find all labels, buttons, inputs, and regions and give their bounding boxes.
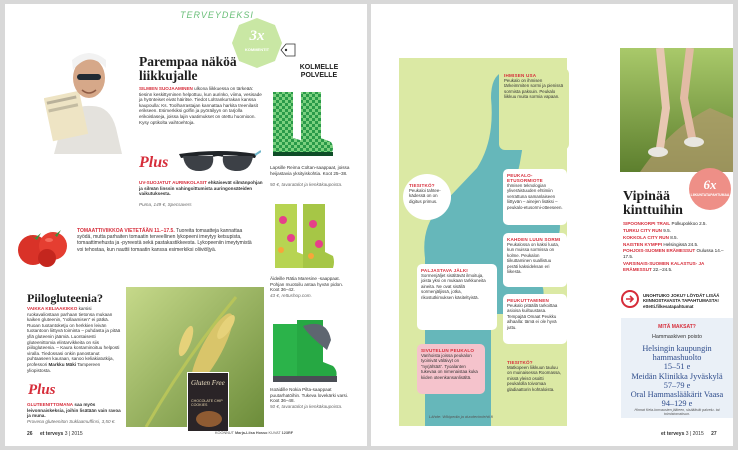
intro-text — [139, 86, 263, 125]
gluten-name: Markku Mäki — [48, 361, 77, 367]
promo-text — [643, 293, 731, 309]
event-name: VARSINAIS-SUOMEN KALASTUS- JA ERÄMESSUT — [623, 261, 705, 272]
plus-label-2: Plus — [28, 382, 56, 398]
footer-credits — [215, 431, 293, 435]
event-name: SIPOONKORPI TRAIL — [623, 221, 671, 226]
boot-green-checkered — [267, 88, 335, 160]
event-detail: Polkupokkoo 2.5. — [671, 221, 707, 226]
promo-line1: UNOHTUIKO JOKU? LÖYDÄT LISÄÄ KIINNOSTAVASTA TAPAHTUMASTA! — [643, 293, 720, 304]
boot3-credit: 50 €, tavaratalot ja kenkäkaupoista. — [270, 404, 343, 409]
page-number-left: 26 — [27, 431, 33, 437]
tag-icon — [279, 42, 297, 58]
plus1-credit: Puma, 149 €, Specsavers — [139, 202, 192, 207]
dental-line: hammashuolto — [652, 353, 702, 363]
bubble5-title: PALJASTAVA JÄLKI — [421, 268, 468, 273]
gluten-title: Piilogluteenia? — [27, 291, 103, 305]
bubble3-text: Ihmisen teknologian yliveräistuuden ehtimiin verrattuna samanlaiseen liittyvän – ainejen lisäksi – peukalo-etusormi-otteeseen. — [507, 183, 563, 210]
thumb-source: Lähde: Wikipedia ja duodecimlehti.fi — [429, 414, 493, 419]
bubble6-title: PEUKUTTAMINEN — [507, 298, 550, 303]
plus2-lead: GLUTEENITTOMANA — [27, 402, 74, 407]
runner-photo — [620, 48, 733, 172]
thumb-bubble-6 — [503, 294, 567, 344]
tomato-body: Tuoreita tomaatteja kannattaa syödä, mutta parhaiten tomaatin terveellinen lykopeeni imeytyy ketsupista, tomaattimehusta ja -pyreestä sekä pastakastikkeesta. Lykopeeniin imeytymistä voi tehostaa, kun nauttii tomaatin kanssa esimerkiksi oliiviöljyä. — [77, 228, 252, 253]
bubble8-title: TIESITKÖ? — [507, 360, 533, 365]
event-item — [623, 261, 731, 273]
bubble5-text: Sormenjäljet sisältävät ilmoituja, joista yksi on mukaan tarkkuneita aineita. Ne ovat sisällä sormenjäljissä, jotka, rikostutkimuksen käsiteltyistä. — [421, 273, 486, 300]
footer-issue-left: 3 | 2015 — [64, 431, 83, 437]
dental-line: Helsingin kaupungin — [642, 344, 712, 353]
event-name: TURKU CITY RUN — [623, 228, 662, 233]
thumb-bubble-5 — [417, 264, 497, 330]
event-detail: 9.5. — [663, 228, 671, 233]
gluten-lead: VAIKKA KELIAAKIKKO — [27, 306, 78, 311]
bubble7-title: SIVUTELUN PEUKALO — [421, 348, 475, 353]
bubble2-title: TIESITKÖ? — [409, 183, 435, 188]
boots-title: KOLMELLE POLVELLE — [299, 64, 339, 79]
footer-right — [661, 431, 717, 437]
dental-note: Hinnat Kela-korvausten jälkeen, sisältävät palvelu- tai toimistomaksun. — [634, 408, 720, 417]
bubble8-text: Matkopeen liikkuun tauluu on muinaisessa Roomassa, missä yleisö osoitti peukalolla toivomaa gladiaattorin kohtaloista. — [507, 365, 561, 392]
boot1-desc: Lapsille Reima Coltan-saappaat, joissa heijastavia yksityiskohtia. Koot 25–38. — [270, 165, 350, 176]
event-name: KOKKOLA CITY RUN — [623, 235, 669, 240]
gluten-text — [27, 306, 123, 373]
event-list — [623, 220, 731, 273]
dental-line: Oral Hammaslääkärit Vaasa — [630, 390, 724, 400]
badge-6x — [689, 168, 731, 210]
footer-left — [27, 431, 83, 437]
boot2-desc: Äideille Rätia Maresine -saappaat. Pohjan muotoilu antaa hyvän pidon. Koot 36–42. — [270, 276, 344, 293]
photo-label: KUVAT — [268, 431, 281, 435]
bubble4-text: Peukalossa on kaksi luuta, kun muissa sormissa on kolme. Peukalon tiikuttaminen suallistuu peräti kaksideksan eri liikesta. — [507, 242, 559, 275]
plus1-text — [139, 180, 263, 197]
bubble1-text: Peukalo on ihmisen tärkeimmiten sormi ja pienissä sormista paksuin. Peukalo liikkuu muita sormia vapaan. — [504, 78, 564, 100]
bubble3-title: PEUKALO-ETUSORMIOTE — [507, 173, 543, 183]
dental-price: 94–129 e — [661, 399, 693, 409]
event-item — [623, 241, 731, 248]
event-item — [623, 234, 731, 241]
dental-question: MITÄ MAKSAT? — [658, 324, 696, 330]
thumb-bubble-8 — [503, 356, 567, 404]
bubble4-title: KAHDEN LUUN SORMI — [507, 237, 561, 242]
tomato-image — [13, 224, 73, 268]
tomato-lead: TOMAATTIVIIKKOA VIETETÄÄN 11.–17.5. — [77, 228, 175, 234]
credit-label: KOONNUT — [215, 431, 234, 435]
thumb-bubble-7 — [417, 344, 485, 394]
cookie-package — [187, 372, 229, 432]
footer-mag-right: et terveys — [661, 431, 685, 437]
boot2-credit: 43 €, rettushop.com. — [270, 293, 312, 298]
badge-6x-number: 6x — [703, 177, 717, 192]
dental-line: Meidän Klinikka Jyväskylä — [631, 371, 723, 381]
photo-credit: 123RF — [281, 431, 294, 435]
event-detail: 8.5. — [670, 235, 678, 240]
boot-floral — [267, 200, 335, 272]
sunglasses-image — [175, 146, 261, 176]
runner-title: Vipinää kinttuihin — [623, 189, 683, 218]
event-item — [623, 220, 731, 227]
cyclist-photo — [44, 44, 134, 154]
right-page — [371, 4, 733, 446]
thumb-bubble-4 — [503, 233, 567, 287]
intro-lead: SILMIEN SUOJAAMINEN — [139, 86, 193, 91]
thumb-bubble-2 — [403, 174, 451, 220]
section-header: TERVEYDEKSI — [180, 10, 254, 20]
bubble7-text: Vanhoista joissa peukalon tyoinivät väläivyt on “nyrjähtää”. Tyoalanten tukevaa on nimenaistaa kuka kiiden oteenkansanlisältä. — [421, 353, 478, 380]
boot1-credit: 50 €, tavaratalot ja kenkäkaupoista. — [270, 182, 343, 187]
package-brand: Gluten Free — [191, 379, 225, 387]
footer-mag-left: et terveys — [39, 431, 64, 437]
intro-title: Parempaa näköä liikkujalle — [139, 54, 237, 83]
plus2-text — [27, 402, 125, 419]
bubble1-title: IHMISEN USA — [504, 73, 537, 78]
thumb-bubble-1 — [499, 68, 569, 150]
bubble2-text: Peukaloi tahtee-kädessä on on digitus primus. — [409, 188, 441, 204]
footer-issue-right: 3 | 2015 — [685, 431, 704, 437]
event-detail: Oulussa 14.–17.5. — [623, 248, 724, 259]
page-number-right: 27 — [711, 431, 717, 437]
badge-number: 3x — [249, 28, 265, 44]
event-name: POHJOIS-SUOMEN ERÄMESSUT — [623, 248, 696, 253]
dental-price: 15–51 e — [663, 362, 691, 372]
plus1-lead: UV-SUOJATUT AURINKOLASIT — [139, 180, 207, 185]
dental-prices — [621, 344, 733, 408]
event-name: NAISTEN KYMPPI — [623, 242, 663, 247]
gluten-body-end: Tampereen yliopistosta. — [27, 361, 101, 373]
dental-box — [621, 318, 733, 418]
thumb-bubble-3 — [503, 169, 567, 225]
event-detail: Helsingissä 24.5. — [663, 242, 699, 247]
intro-body: ulkona liikkuessa on tärkeää: tiesinn keskittyminen helpottuu, kun aurinko, viima, vesisade ja hyönteiset eivät häiritse. Tiedot Loltrankurrakan kanssa kaupoulla: Ks. Toolharrastajan kannattaa harkita treenilasit erikseen. Esimerkiksi golfin ja pyöräilyyn on tarjolla erikoislaseja, joissa lajin vaatimukset on otettu huomioon. Kysy optikolta vaihtoehtoja. — [139, 86, 262, 125]
dental-intro: Hammaskiven poisto — [651, 334, 703, 340]
plus-label-1: Plus — [139, 154, 169, 171]
badge-6x-label: LIIKUNTATAPAHTUMAA — [690, 193, 730, 197]
plus2-body: saa myös leivonnaiskeksia, joihin lisätään vain ravoa ja muna. — [27, 402, 121, 419]
dental-price: 57–79 e — [663, 380, 691, 390]
plus2-credit: Provena gluteeniton Suklaamuffinsi, 3,50 €. — [27, 419, 116, 424]
bubble6-text: Peukalo pitäällä tarkoittaa asioisa kuiltuustasa. Tempajää Omaat Peukku alhaalla: tämä ei ole hyvä juttu. — [507, 303, 558, 330]
left-page — [5, 4, 367, 446]
promo-icon — [621, 290, 639, 308]
package-name: CHOCOLATE CHIP COOKIES — [191, 399, 223, 407]
badge-label: KOMMENTIT — [244, 47, 270, 52]
promo-link[interactable]: ettetti.fi/kesatapahtumat — [643, 303, 694, 309]
gluten-body: karsisi ruokavaliostaan parhaan tietonsa mukaan kaiken gluteenin, “nollaamisen” ei pätkä. Ruoan tuotantoketju on herkkien leivän tuotantoon liittyvä toiminta – puhdasta ja pitää yllä gluteenin jäämiä. Luontaisesti gluteenittomia elintarvikkeita on siis piilogluteenia. – Kaura kontaminoituu helposti viralla. Tiedossasi onkin panostanut puhtaaseen kauraan, sanoo keliakiatutkija, professori — [27, 306, 121, 367]
boot3-desc: Isoäidille Nokia Pilta-saappaat puutarhatöihin. Tukeva lovekärki varsi. Koot 36–48. — [270, 387, 349, 404]
event-item — [623, 248, 731, 260]
plus1-body: ehkäisevät silmänpohjan ja silmän linssin vahingoittumista auringonsäteiden vaikutuksesta. — [139, 180, 263, 197]
cookie-image — [196, 411, 222, 427]
boot-green-short — [267, 310, 339, 384]
credit-name: Marja-Liisa Hosso — [234, 431, 268, 435]
event-item — [623, 227, 731, 234]
tomato-text — [77, 228, 257, 253]
event-detail: 22.–24.5. — [653, 267, 673, 272]
